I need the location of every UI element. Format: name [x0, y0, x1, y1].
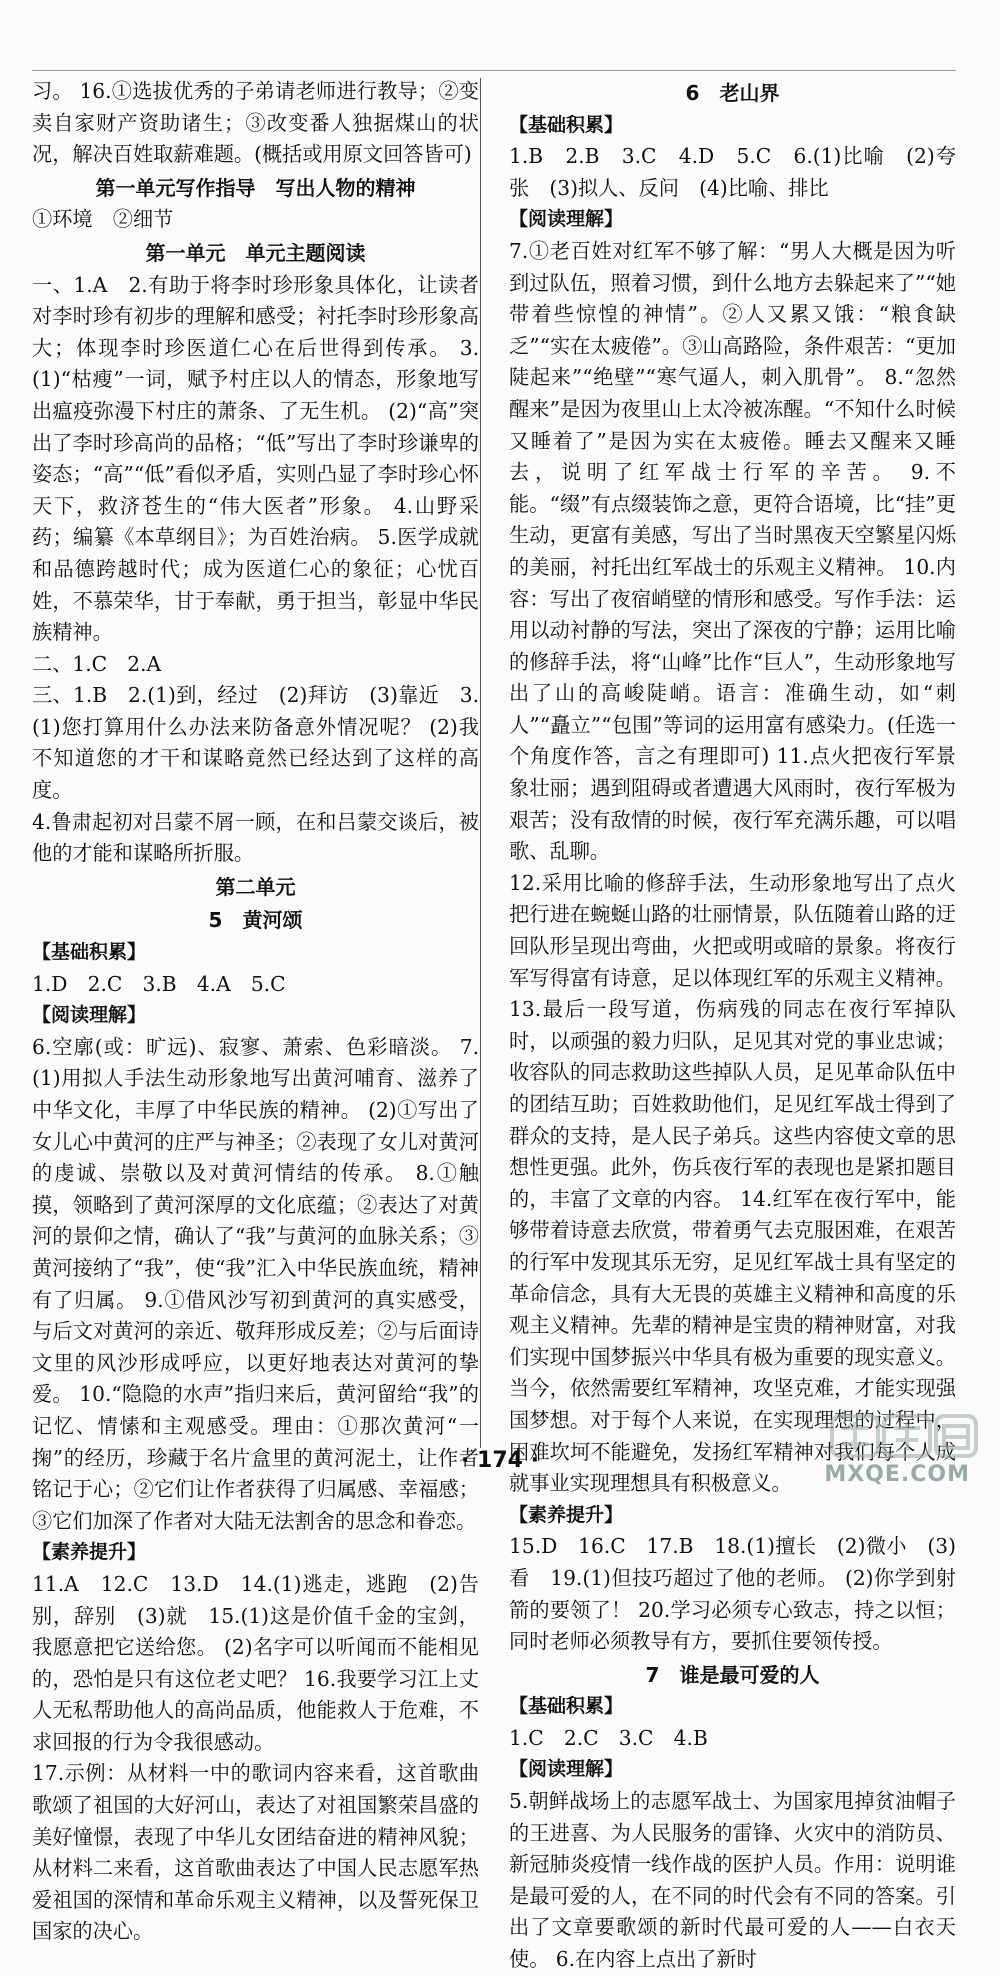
answer-paragraph: 一、1.A 2.有助于将李时珍形象具体化，让读者对李时珍有初步的理解和感受；衬托李时珍形象高大；体现李时珍医道仁心在后世得到传承。 3.(1)“枯瘦”一词，赋予村庄以人的情态，形象地写出瘟疫弥漫下村庄的萧条、了无生机。 (2)“高”突出了李时珍高尚的品格；“低”写出了李时珍谦卑的姿态；“高”“低”看似矛盾，实则凸显了李时珍心怀天下，救济苍生的“伟大医者”形象。 4.山野采药；编纂《本草纲目》；为百姓治病。 5.医学成就和品德跨越时代；成为医道仁心的象征；心忧百姓，不慕荣华，甘于奉献，勇于担当，彰显中华民族精神。	[32, 272, 479, 645]
left-column	[32, 76, 479, 1948]
answer-paragraph: 1.C 2.C 3.C 4.B	[509, 1725, 708, 1750]
subsection-label: 【阅读理解】	[32, 1004, 147, 1027]
top-rule	[32, 70, 956, 71]
page-number: · 174 ·	[461, 1448, 539, 1473]
lesson-heading: 7 谁是最可爱的人	[645, 1662, 820, 1687]
answer-paragraph: 5.朝鲜战场上的志愿军战士、为国家甩掉贫油帽子的王进喜、为人民服务的雷锋、火灾中的消防员、新冠肺炎疫情一线作战的医护人员。作用：说明谁是最可爱的人，在不同的时代会有不同的答案。引出了文章要歌颂的新时代最可爱的人——白衣天使。 6.在内容上点出了新时	[509, 1789, 956, 1972]
section-heading: 第一单元写作指导 写出人物的精神	[95, 175, 416, 200]
unit-heading: 第二单元	[215, 874, 296, 899]
subsection-label: 【阅读理解】	[509, 208, 624, 231]
column-divider	[480, 78, 481, 1448]
subsection-label: 【阅读理解】	[509, 1758, 624, 1781]
answer-paragraph: 12.采用比喻的修辞手法，生动形象地写出了点火把行进在蜿蜒山路的壮丽情景，队伍随着山路的迂回队形呈现出弯曲，火把或明或暗的景象。将夜行军写得富有诗意，足以体现红军的乐观主义精神。 13.最后一段写道，伤病残的同志在夜行军掉队时，以顽强的毅力归队，足见其对党的事业忠诚；收容队的同志救助这些掉队人员，足见革命队伍中的团结互助；百姓救助他们，足见红军战士得到了群众的支持，是人民子弟兵。这些内容使文章的思想性更强。此外，伤兵夜行军的表现也是紧扣题目的，丰富了文章的内容。 14.红军在夜行军中，能够带着诗意去欣赏，带着勇气去克服困难，在艰苦的行军中发现其乐无穷，足见红军战士具有坚定的革命信念，具有大无畏的英雄主义精神和高度的乐观主义精神。先辈的精神是宝贵的精神财富，对我们实现中国梦振兴中华具有极为重要的现实意义。当今，依然需要红军精神，攻坚克难，才能实现强国梦想。对于每个人来说，在实现理想的过程中，困难坎坷不能避免，发扬红军精神对我们每个人成就事业实现理想具有积极意义。	[509, 870, 956, 1496]
answer-paragraph: 6.空廓(或：旷远)、寂寥、萧索、色彩暗淡。 7.(1)用拟人手法生动形象地写出黄河哺育、滋养了中华文化，丰厚了中华民族的精神。 (2)①写出了女儿心中黄河的庄严与神圣；②表现了女儿对黄河的虔诚、崇敬以及对黄河情结的传承。 8.①触摸，领略到了黄河深厚的文化底蕴；②表达了对黄河的景仰之情，确认了“我”与黄河的血脉关系；③黄河接纳了“我”，使“我”汇入中华民族血统，精神有了归属。 9.①借风沙写初到黄河的真实感受，与后文对黄河的亲近、敬拜形成反差；②与后面诗文里的风沙形成呼应，以更好地表达对黄河的挚爱。 10.“隐隐的水声”指归来后，黄河留给“我”的记忆、情愫和主观感受。理由：①那次黄河“一掬”的经历，珍藏于名片盒里的黄河泥土，让作者铭记于心；②它们让作者获得了归属感、幸福感；③它们加深了作者对大陆无法割舍的思念和眷恋。	[32, 1034, 479, 1533]
right-column	[509, 76, 956, 1976]
subsection-label: 【基础积累】	[32, 941, 147, 964]
lesson-heading: 5 黄河颂	[208, 908, 303, 933]
answer-paragraph: 17.示例：从材料一中的歌词内容来看，这首歌曲歌颂了祖国的大好河山，表达了对祖国繁荣昌盛的美好憧憬，表现了中华儿女团结奋进的精神风貌；从材料二来看，这首歌曲表达了中国人民志愿军热爱祖国的深情和革命乐观主义精神，以及誓死保卫国家的决心。	[32, 1761, 479, 1944]
answer-paragraph: 15.D 16.C 17.B 18.(1)擅长 (2)微小 (3)看 19.(1)但技巧超过了他的老师。 (2)你学到射箭的要领了！ 20.学习必须专心致志，持之以恒；同时老师必须教导有方，要抓住要领传授。	[509, 1534, 956, 1654]
section-heading: 第一单元 单元主题阅读	[145, 240, 366, 265]
subsection-label: 【素养提升】	[509, 1503, 624, 1526]
answer-paragraph: ①环境 ②细节	[32, 207, 174, 232]
answer-paragraph: 习。 16.①选拔优秀的子弟请老师进行教导；②变卖自家财产资助诸生；③改变番人独据煤山的状况，解决百姓取薪难题。(概括或用原文回答皆可)	[32, 79, 479, 167]
answer-paragraph: 7.①老百姓对红军不够了解：“男人大概是因为听到过队伍，照着习惯，到什么地方去躲起来了”“她带着些惊惶的神情”。②人又累又饿：“粮食缺乏”“实在太疲倦”。③山高路险，条件艰苦：“更加陡起来”“绝壁”“寒气逼人，刺入肌骨”。 8.“忽然醒来”是因为夜里山上太冷被冻醒。“不知什么时候又睡着了”是因为实在太疲倦。睡去又醒来又睡去，说明了红军战士行军的辛苦。 9.不能。“缀”有点缀装饰之意，更符合语境，比“挂”更生动，更富有美感，写出了当时黑夜天空繁星闪烁的美丽，衬托出红军战士的乐观主义精神。 10.内容：写出了夜宿峭壁的情形和感受。写作手法：运用以动衬静的写法，突出了深夜的宁静；运用比喻的修辞手法，将“山峰”比作“巨人”，生动形象地写出了山的高峻陡峭。语言：准确生动，如“刺人”“矗立”“包围”等词的运用富有感染力。(任选一个角度作答，言之有理即可) 11.点火把夜行军景象壮丽；遇到阻碍或者遭遇大风雨时，夜行军极为艰苦；没有敌情的时候，夜行军充满乐趣，可以唱歌、乱聊。	[509, 238, 956, 864]
answer-paragraph: 1.D 2.C 3.B 4.A 5.C	[32, 971, 286, 996]
subsection-label: 【基础积累】	[509, 1695, 624, 1718]
subsection-label: 【素养提升】	[32, 1541, 147, 1564]
watermark-text: MXQE.COM	[824, 1462, 970, 1487]
answer-paragraph: 4.鲁肃起初对吕蒙不屑一顾，在和吕蒙交谈后，被他的才能和谋略所折服。	[32, 809, 479, 866]
answer-paragraph: 1.B 2.B 3.C 4.D 5.C 6.(1)比喻 (2)夸张 (3)拟人、反问 (4)比喻、排比	[509, 144, 956, 200]
answer-paragraph: 11.A 12.C 13.D 14.(1)逃走，逃跑 (2)告别，辞别 (3)就 15.(1)这是价值千金的宝剑，我愿意把它送给您。 (2)名字可以听闻而不能相见的，恐怕是只有这位老丈吧？ 16.我要学习江上丈人无私帮助他人的高尚品质，他能救人于危难，不求回报的行为令我很感动。	[32, 1571, 479, 1754]
subsection-label: 【基础积累】	[509, 113, 624, 136]
answer-paragraph: 三、1.B 2.(1)到，经过 (2)拜访 (3)靠近 3.(1)您打算用什么办法来防备意外情况呢？ (2)我不知道您的才干和谋略竟然已经达到了这样的高度。	[32, 683, 479, 803]
answer-paragraph: 二、1.C 2.A	[32, 651, 162, 676]
lesson-heading: 6 老山界	[685, 81, 780, 105]
